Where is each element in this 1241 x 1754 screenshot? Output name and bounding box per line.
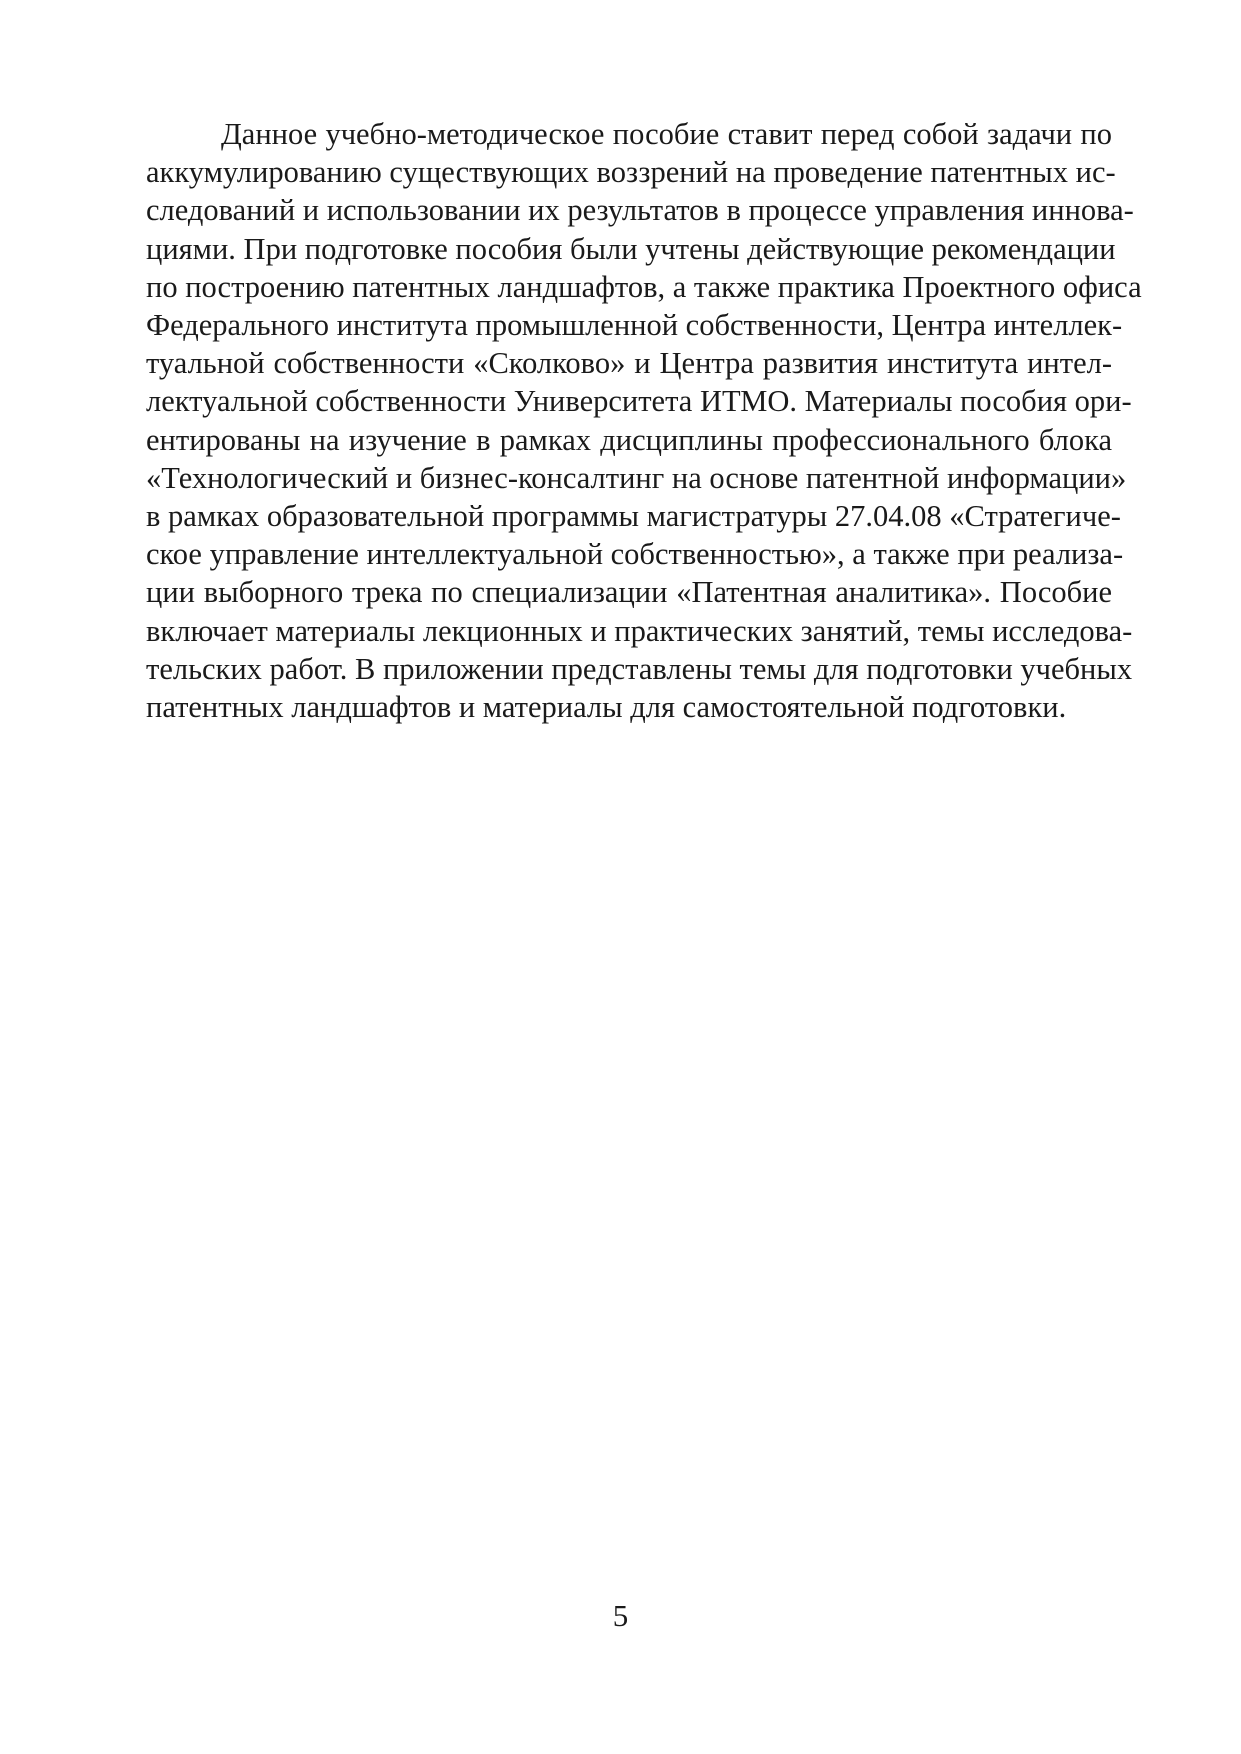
paragraph-line: Федерального института промышленной собственности, Центра интеллек- xyxy=(146,308,1123,343)
paragraph-line: ское управление интеллектуальной собственностью», а также при реализа- xyxy=(146,537,1124,572)
paragraph-line: следований и использовании их результатов в процессе управления иннова- xyxy=(146,193,1134,228)
paragraph-line: «Технологический и бизнес-консалтинг на основе патентной информации» xyxy=(146,460,1127,495)
paragraph-line: туальной собственности «Сколково» и Центра развития института интел- xyxy=(146,346,1112,381)
body-paragraph xyxy=(146,115,1142,726)
paragraph-line: ентированы на изучение в рамках дисциплины профессионального блока xyxy=(146,422,1112,457)
paragraph-line: циями. При подготовке пособия были учтены действующие рекомендации xyxy=(146,231,1116,266)
paragraph-line: в рамках образовательной программы магистратуры 27.04.08 «Стратегиче- xyxy=(146,499,1121,534)
paragraph-line: лектуальной собственности Университета ИТМО. Материалы пособия ори- xyxy=(146,384,1132,419)
paragraph-line: аккумулированию существующих воззрений на проведение патентных ис- xyxy=(146,155,1116,190)
paragraph-line: ции выборного трека по специализации «Патентная аналитика». Пособие xyxy=(146,575,1112,610)
paragraph-line: включает материалы лекционных и практических занятий, темы исследова- xyxy=(146,613,1133,648)
paragraph-line: по построению патентных ландшафтов, а также практика Проектного офиса xyxy=(146,269,1142,304)
paragraph-line: тельских работ. В приложении представлены темы для подготовки учебных xyxy=(146,651,1133,686)
page-number: 5 xyxy=(612,1598,629,1633)
paragraph-line: Данное учебно-методическое пособие ставит перед собой задачи по xyxy=(221,117,1112,151)
paragraph-line: патентных ландшафтов и материалы для самостоятельной подготовки. xyxy=(146,690,1067,725)
